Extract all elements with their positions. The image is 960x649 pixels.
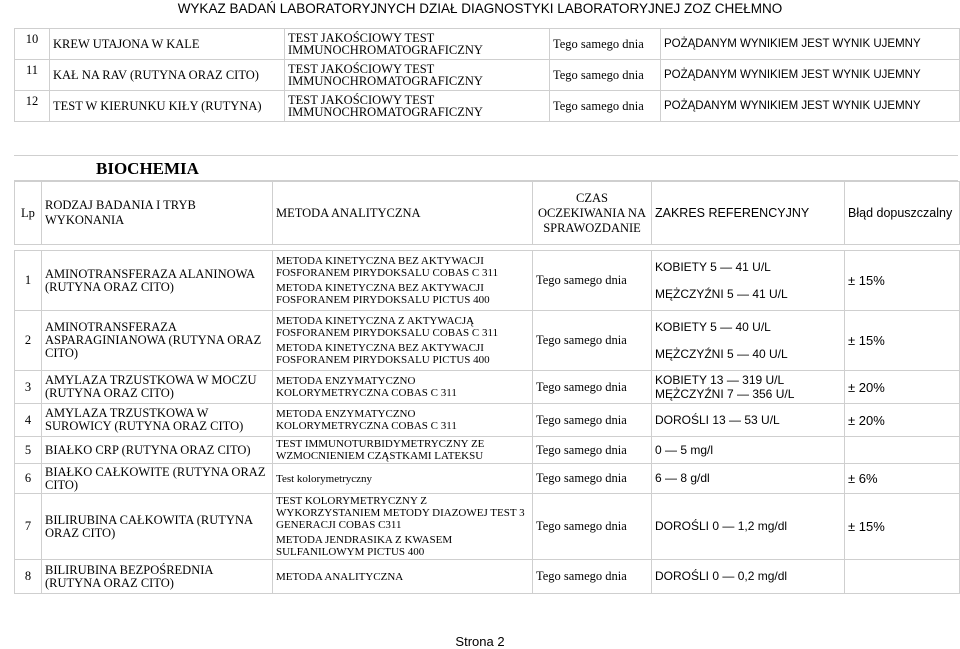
- reference-range: [652, 371, 845, 404]
- test-method: [273, 404, 533, 437]
- table-row: [15, 311, 960, 371]
- wait-time: Tego samego dnia: [533, 464, 652, 494]
- table-row: [15, 494, 960, 560]
- row-number: 8: [15, 560, 42, 594]
- table-row: [15, 404, 960, 437]
- wait-time: Tego samego dnia: [533, 560, 652, 594]
- row-number: 2: [15, 311, 42, 371]
- row-number: 4: [15, 404, 42, 437]
- table-row: [15, 371, 960, 404]
- reference-line: DOROŚLI 0 — 0,2 mg/dl: [655, 569, 788, 583]
- row-number: 7: [15, 494, 42, 560]
- header-row: [15, 182, 960, 245]
- wait-time: Tego samego dnia: [533, 251, 652, 311]
- reference-range: [652, 464, 845, 494]
- reference-range: POŻĄDANYM WYNIKIEM JEST WYNIK UJEMNY: [661, 29, 960, 60]
- biochemia-table: [14, 250, 960, 594]
- table-row: [15, 251, 960, 311]
- method-line: Test kolorymetryczny: [276, 472, 373, 485]
- reference-line: KOBIETY 5 — 41 U/L: [655, 259, 771, 274]
- reference-range: [652, 404, 845, 437]
- test-method: [273, 437, 533, 464]
- header-error: Błąd dopuszczalny: [845, 182, 960, 245]
- method-line: METODA JENDRASIKA Z KWASEM SULFANILOWYM PICTUS 400: [276, 534, 453, 558]
- test-name: TEST W KIERUNKU KIŁY (RUTYNA): [50, 91, 285, 122]
- reference-line: DOROŚLI 13 — 53 U/L: [655, 412, 780, 427]
- row-number: 6: [15, 464, 42, 494]
- test-method: TEST JAKOŚCIOWY TEST IMMUNOCHROMATOGRAFICZNY: [285, 60, 550, 91]
- reference-range: [652, 311, 845, 371]
- wait-time: Tego samego dnia: [533, 404, 652, 437]
- test-name: AMYLAZA TRZUSTKOWA W SUROWICY (RUTYNA ORAZ CITO): [42, 404, 273, 437]
- table-row: [15, 91, 960, 122]
- wait-time: Tego samego dnia: [550, 60, 661, 91]
- test-name: KREW UTAJONA W KALE: [50, 29, 285, 60]
- reference-line: DOROŚLI 0 — 1,2 mg/dl: [655, 519, 788, 533]
- method-line: METODA KINETYCZNA BEZ AKTYWACJI FOSFORANEM PIRYDOKSALU PICTUS 400: [276, 342, 490, 366]
- test-method: [273, 560, 533, 594]
- row-number: 5: [15, 437, 42, 464]
- error-tolerance: [845, 437, 960, 464]
- reference-range: POŻĄDANYM WYNIKIEM JEST WYNIK UJEMNY: [661, 91, 960, 122]
- row-number: 3: [15, 371, 42, 404]
- method-line: METODA KINETYCZNA Z AKTYWACJĄ FOSFORANEM PIRYDOKSALU COBAS C 311: [276, 315, 499, 339]
- wait-time: Tego samego dnia: [533, 311, 652, 371]
- reference-range: [652, 560, 845, 594]
- test-method: [273, 464, 533, 494]
- test-method: [273, 251, 533, 311]
- wait-time: Tego samego dnia: [533, 437, 652, 464]
- header-lp: Lp: [15, 182, 42, 245]
- reference-line: 6 — 8 g/dl: [655, 471, 710, 485]
- error-tolerance: ± 15%: [845, 494, 960, 560]
- test-name: BILIRUBINA CAŁKOWITA (RUTYNA ORAZ CITO): [42, 494, 273, 560]
- header-name: RODZAJ BADANIA I TRYB WYKONANIA: [42, 182, 273, 245]
- row-number: 12: [15, 91, 50, 122]
- page-title: WYKAZ BADAŃ LABORATORYJNYCH DZIAŁ DIAGNOSTYKI LABORATORYJNEJ ZOZ CHEŁMNO: [177, 1, 783, 16]
- test-method: [273, 371, 533, 404]
- error-tolerance: [845, 560, 960, 594]
- reference-range: [652, 251, 845, 311]
- reference-line: MĘŻCZYŹNI 5 — 40 U/L: [655, 346, 788, 361]
- row-number: 1: [15, 251, 42, 311]
- error-tolerance: ± 15%: [845, 251, 960, 311]
- reference-line: 0 — 5 mg/l: [655, 442, 714, 457]
- biochemia-header-table: [14, 181, 960, 245]
- error-tolerance: ± 15%: [845, 311, 960, 371]
- section-header: [14, 155, 958, 181]
- table-row: [15, 464, 960, 494]
- method-line: METODA ENZYMATYCZNO KOLORYMETRYCZNA COBAS C 311: [276, 408, 457, 432]
- page-footer: Strona 2: [455, 634, 505, 649]
- error-tolerance: ± 20%: [845, 371, 960, 404]
- reference-range: [652, 494, 845, 560]
- reference-line: KOBIETY 5 — 40 U/L: [655, 319, 771, 334]
- wait-time: Tego samego dnia: [533, 494, 652, 560]
- wait-time: Tego samego dnia: [550, 29, 661, 60]
- reference-line: MĘŻCZYŹNI 5 — 41 U/L: [655, 286, 788, 301]
- test-method: TEST JAKOŚCIOWY TEST IMMUNOCHROMATOGRAFICZNY: [285, 91, 550, 122]
- reference-line: KOBIETY 13 — 319 U/L: [655, 372, 785, 387]
- header-time: CZAS OCZEKIWANIA NA SPRAWOZDANIE: [533, 182, 652, 245]
- table-row: [15, 437, 960, 464]
- method-line: METODA ANALITYCZNA: [276, 570, 404, 583]
- error-tolerance: ± 6%: [845, 464, 960, 494]
- method-line: TEST IMMUNOTURBIDYMETRYCZNY ZE WZMOCNIENIEM CZĄSTKAMI LATEKSU: [276, 438, 485, 462]
- test-method: [273, 311, 533, 371]
- test-name: AMINOTRANSFERAZA ALANINOWA (RUTYNA ORAZ CITO): [42, 251, 273, 311]
- method-line: METODA KINETYCZNA BEZ AKTYWACJI FOSFORANEM PIRYDOKSALU PICTUS 400: [276, 282, 490, 306]
- method-line: METODA ENZYMATYCZNO KOLORYMETRYCZNA COBAS C 311: [276, 375, 457, 399]
- test-name: BIAŁKO CRP (RUTYNA ORAZ CITO): [42, 437, 273, 464]
- test-name: AMINOTRANSFERAZA ASPARAGINIANOWA (RUTYNA ORAZ CITO): [42, 311, 273, 371]
- section-title: BIOCHEMIA: [96, 159, 199, 178]
- table-row: [15, 60, 960, 91]
- row-number: 11: [15, 60, 50, 91]
- table-row: [15, 29, 960, 60]
- error-tolerance: ± 20%: [845, 404, 960, 437]
- test-name: AMYLAZA TRZUSTKOWA W MOCZU (RUTYNA ORAZ CITO): [42, 371, 273, 404]
- method-line: METODA KINETYCZNA BEZ AKTYWACJI FOSFORANEM PIRYDOKSALU COBAS C 311: [276, 255, 499, 279]
- row-number: 10: [15, 29, 50, 60]
- header-method: METODA ANALITYCZNA: [273, 182, 533, 245]
- wait-time: Tego samego dnia: [550, 91, 661, 122]
- test-name: BILIRUBINA BEZPOŚREDNIA (RUTYNA ORAZ CITO): [42, 560, 273, 594]
- method-line: TEST KOLORYMETRYCZNY Z WYKORZYSTANIEM METODY DIAZOWEJ TEST 3 GENERACJI COBAS C311: [276, 495, 525, 531]
- header-ref: ZAKRES REFERENCYJNY: [652, 182, 845, 245]
- wait-time: Tego samego dnia: [533, 371, 652, 404]
- test-name: BIAŁKO CAŁKOWITE (RUTYNA ORAZ CITO): [42, 464, 273, 494]
- reference-range: POŻĄDANYM WYNIKIEM JEST WYNIK UJEMNY: [661, 60, 960, 91]
- test-method: TEST JAKOŚCIOWY TEST IMMUNOCHROMATOGRAFICZNY: [285, 29, 550, 60]
- reference-range: [652, 437, 845, 464]
- test-name: KAŁ NA RAV (RUTYNA ORAZ CITO): [50, 60, 285, 91]
- reference-line: MĘŻCZYŹNI 7 — 356 U/L: [655, 386, 795, 401]
- table-row: [15, 560, 960, 594]
- test-method: [273, 494, 533, 560]
- top-results-table: [14, 28, 960, 122]
